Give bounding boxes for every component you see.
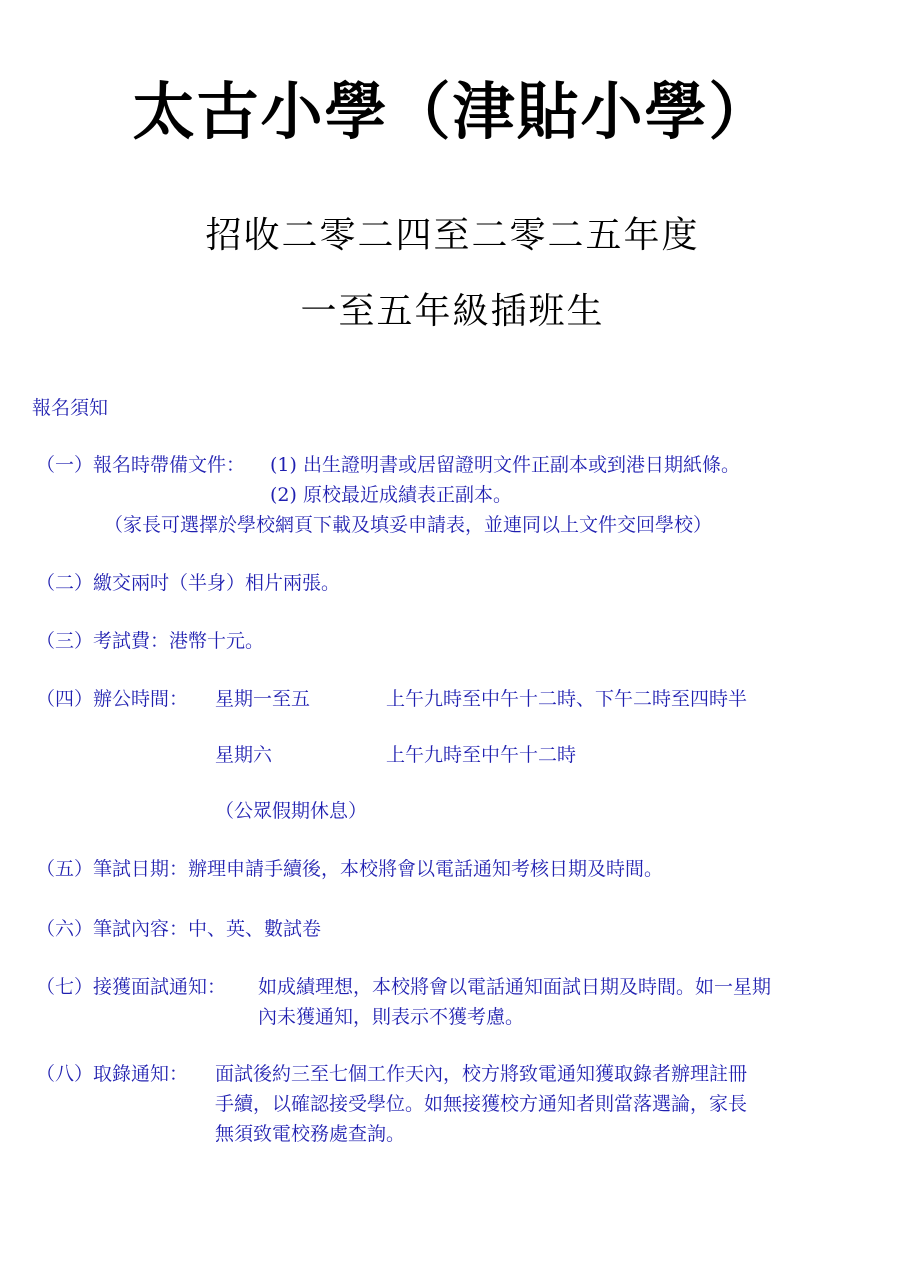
item7-label: （七）接獲面試通知：	[36, 976, 227, 998]
item4-saturday-hours: 上午九時至中午十二時	[386, 744, 577, 766]
item4-weekday-hours: 上午九時至中午十二時、下午二時至四時半	[386, 688, 748, 710]
item1-line1: (1) 出生證明書或居留證明文件正副本或到港日期紙條。	[270, 454, 740, 476]
item2-text: （二）繳交兩吋（半身）相片兩張。	[36, 572, 341, 594]
item4-weekday-label: 星期一至五	[215, 688, 311, 710]
item3-text: （三）考試費：港幣十元。	[36, 630, 265, 652]
item1-line2: (2) 原校最近成績表正副本。	[270, 484, 512, 506]
item1-label: （一）報名時帶備文件：	[36, 454, 246, 476]
item7-line1: 如成績理想，本校將會以電話通知面試日期及時間。如一星期	[258, 976, 772, 998]
item8-line3: 無須致電校務處查詢。	[215, 1123, 406, 1145]
admission-year-subtitle: 招收二零二四至二零二五年度	[205, 215, 700, 256]
item8-line2: 手續，以確認接受學位。如無接獲校方通知者則當落選論，家長	[215, 1093, 748, 1115]
item8-label: （八）取錄通知：	[36, 1063, 189, 1085]
item8-line1: 面試後約三至七個工作天內，校方將致電通知獲取錄者辦理註冊	[215, 1063, 748, 1085]
item4-saturday-label: 星期六	[215, 744, 273, 766]
item6-text: （六）筆試內容：中、英、數試卷	[36, 918, 322, 940]
item5-text: （五）筆試日期：辦理申請手續後，本校將會以電話通知考核日期及時間。	[36, 858, 664, 880]
item4-label: （四）辦公時間：	[36, 688, 189, 710]
grade-subtitle: 一至五年級插班生	[300, 291, 605, 332]
school-title: 太古小學（津貼小學）	[132, 75, 773, 148]
item1-note: （家長可選擇於學校網頁下載及填妥申請表，並連同以上文件交回學校）	[104, 514, 713, 536]
item7-line2: 內未獲通知，則表示不獲考慮。	[258, 1006, 525, 1028]
notice-heading: 報名須知	[32, 397, 109, 419]
item4-holiday-note: （公眾假期休息）	[215, 800, 368, 822]
